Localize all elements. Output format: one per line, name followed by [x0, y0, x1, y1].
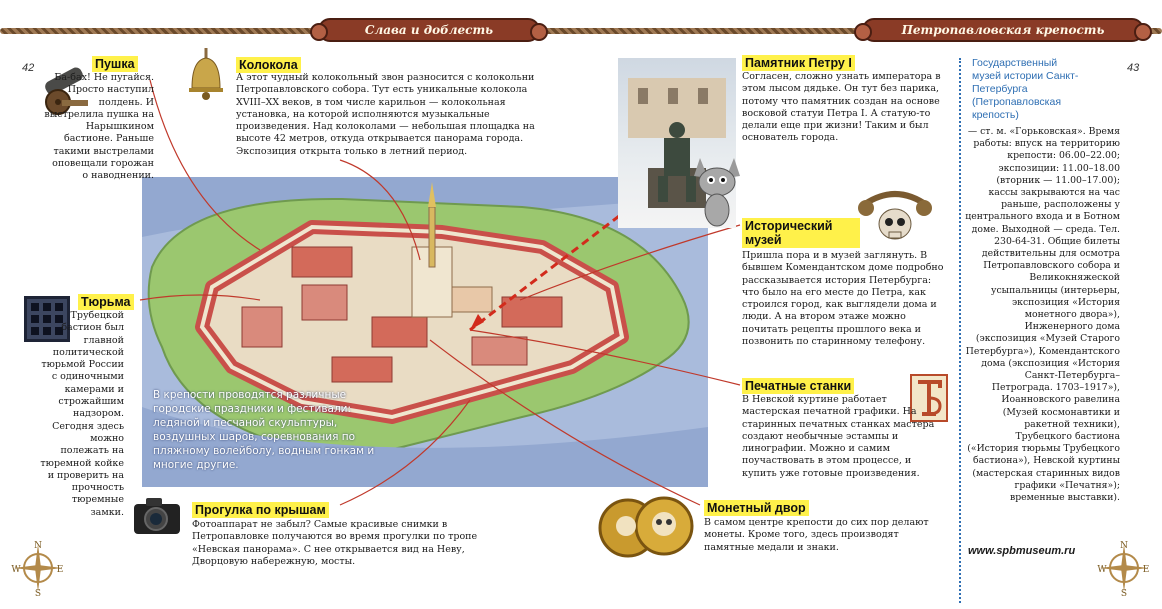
roofs-text: Фотоаппарат не забыл? Самые красивые снимки в Петропавловке получаются во время прогулки по тропе «Невская панорама». С нее открывается вид на Неву, Дворцовую набережную, мосты.	[192, 519, 478, 567]
cannon-text: Ба-бах! Не пугайся. Просто наступил полдень. И выстрелила пушка на Нарышкином бастионе. Раньше такими выстрелами оповещали горожан о наводнении.	[44, 72, 154, 182]
roofs-heading: Прогулка по крышам	[192, 502, 329, 518]
presses-text: В Невской куртине работает мастерская печатной графики. На старинных печатных станках мастера создают необычные эстампы и линографии. Можно и самим поучаствовать в этом процессе, и купить уже готовые произведения.	[742, 394, 935, 479]
svg-text:E: E	[1142, 565, 1150, 575]
svg-text:E: E	[56, 565, 64, 575]
museum-text: Пришла пора и в музей заглянуть. В бывшем Комендантском доме подробно рассказывается история Петербурга: что было на его месте до Петра, как строился город, как выглядели дома и люди. А на втором этаже можно почитать рецепты прошлого века и позвонить по старинному телефону.	[742, 250, 944, 348]
sidebar-divider	[959, 58, 961, 603]
cannon-heading: Пушка	[92, 56, 138, 72]
prison-text: Трубецкой бастион был главной политической тюрьмой России с одиночными камерами и строжайшим надзором. Сегодня здесь можно полежать на тюремной койке и проверить на прочность тюремные замки.	[40, 310, 124, 518]
svg-text:W: W	[1097, 565, 1107, 575]
museum-website-link[interactable]: www.spbmuseum.ru	[968, 545, 1076, 557]
section-banner-right-label: Петропавловская крепость	[901, 23, 1105, 37]
presses-heading: Печатные станки	[742, 378, 854, 394]
svg-text:S: S	[34, 589, 42, 598]
sidebar-title: Государственный музей истории Санкт-Петербурга (Петропавловская крепость)	[972, 57, 1079, 121]
svg-text:N: N	[34, 541, 42, 551]
sidebar-body: — ст. м. «Горьковская». Время работы: впуск на территорию крепости: 06.00–22.00; экспозиции: 11.00–18.00 (вторник — 11.00–17.00); кассы закрываются на час раньше, расположены у центрального входа и в Ботном доме. Выходной — среда. Тел. 230-64-31. Общие билеты действительны для осмотра Петропавловского собора и Великокняжеской усыпальницы (интерьеры, экспозиция «История монетного двора»), Инженерного дома (экспозиция «Музей Старого Петербурга»), Комендантского дома (экспозиция «История Санкт-Петербурга–Петрограда. 1703–1917»), Иоанновского равелина (Музей космонавтики и ракетной техники), Трубецкого бастиона («История тюрьмы Трубецкого бастиона»), Невской куртины (мастерская старинных видов графики «Печатня»); временные выставки).	[965, 126, 1120, 504]
svg-text:S: S	[1120, 589, 1128, 598]
bell-icon	[184, 48, 228, 110]
map-caption: В крепости проводятся различные городские праздники и фестивали: ледяной и песчаной скульптуры, воздушных шаров, соревнования по пляжному волейболу, водным гонкам и многие другие.	[153, 389, 375, 471]
camera-icon	[132, 494, 182, 538]
peter-heading: Памятник Петру I	[742, 55, 855, 71]
prison-heading: Тюрьма	[78, 294, 134, 310]
peter-text: Согласен, сложно узнать императора в этом лысом дядьке. Он тут без парика, потому что памятник создан на основе восковой статуи Петра I. А статую-то делали еще при жизни! Таким и был основатель города.	[742, 71, 941, 144]
museum-heading: Исторический музей	[742, 218, 860, 248]
svg-text:N: N	[1120, 541, 1128, 551]
mint-text: В самом центре крепости до сих пор делают монеты. Кроме того, здесь производят памятные медали и знаки.	[704, 517, 929, 553]
bells-heading: Колокола	[236, 57, 301, 73]
svg-text:W: W	[11, 565, 21, 575]
section-banner-left-label: Слава и доблесть	[364, 23, 494, 37]
gold-coins-icon	[596, 494, 696, 558]
section-banner-right	[862, 18, 1144, 42]
cat-character-icon	[692, 150, 742, 230]
compass-rose-icon	[10, 538, 66, 598]
mint-heading: Монетный двор	[704, 500, 809, 516]
page-number-left: 42	[22, 62, 35, 74]
skull-telephone-icon	[856, 186, 934, 250]
page-number-right: 43	[1127, 62, 1140, 74]
section-banner-left	[318, 18, 540, 42]
bells-text: А этот чудный колокольный звон разносится с колокольни Петропавловского собора. Тут есть уникальные колокола XVIII–XX веков, в том числе карильон — колокольная установка, на которой исполняются музыкальные произведения. Над колоколами — небольшая площадка на высоте 42 метров, откуда открывается панорама города. Экспозиция открыта только в летний период.	[236, 72, 535, 157]
compass-rose-icon	[1096, 538, 1152, 598]
